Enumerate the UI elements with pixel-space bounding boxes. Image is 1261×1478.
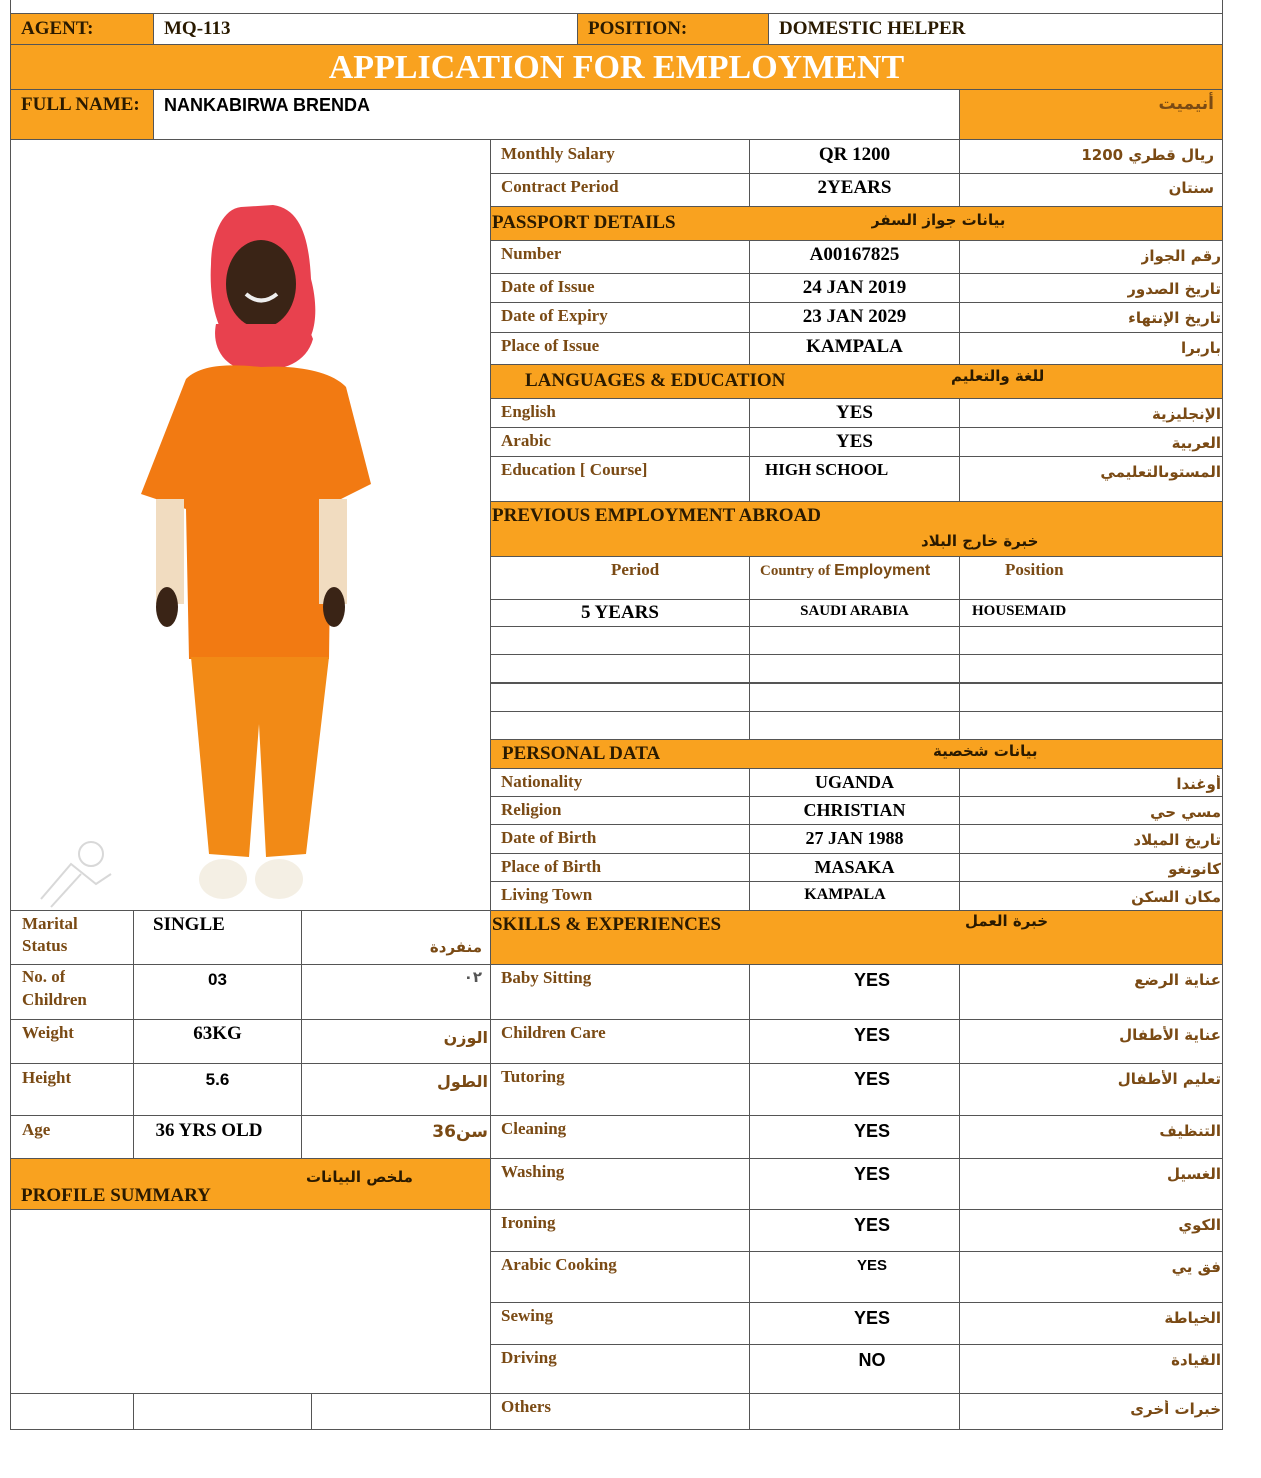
skills-row-value: YES <box>853 1164 891 1184</box>
skills-row-ar: عناية الأطفال <box>1119 1026 1221 1044</box>
passport-row-ar: ب‍اربرا <box>1180 339 1221 357</box>
weight-ar: الوزن <box>443 1028 488 1047</box>
contract-period-value: 2YEARS <box>817 177 892 198</box>
personal-row-ar: كانونغو <box>1168 860 1221 878</box>
skills-header <box>490 910 1223 965</box>
profile-summary-header <box>10 1158 491 1210</box>
fullname-ar: أنيميت <box>1158 94 1214 114</box>
personal-row-value: 27 JAN 1988 <box>805 828 904 848</box>
children-label-2: Children <box>22 990 87 1009</box>
skills-row-label: Others <box>501 1397 552 1416</box>
passport-row-value: 23 JAN 2029 <box>802 306 907 327</box>
col-position: Position <box>1005 560 1064 579</box>
passport-row-value: KAMPALA <box>806 336 903 357</box>
position-label-cell <box>577 13 769 45</box>
fullname-value: NANKABIRWA BRENDA <box>164 95 370 115</box>
contract-period-label: Contract Period <box>501 177 619 196</box>
languages-title-ar: للغة والتعليم <box>951 367 1045 385</box>
personal-row-ar: أوغندا <box>1176 775 1221 793</box>
height-ar: الطول <box>437 1072 488 1091</box>
marital-value: SINGLE <box>153 914 225 935</box>
skills-row-label: Driving <box>501 1348 557 1367</box>
skills-row-value: YES <box>853 1069 891 1089</box>
children-ar: ٠٢ <box>463 968 482 986</box>
skills-row-value: YES <box>853 1215 891 1235</box>
skills-title-ar: خبرة العمل <box>965 912 1049 930</box>
skills-row-value: YES <box>853 1025 891 1045</box>
languages-row-label: English <box>501 402 556 421</box>
personal-title-ar: بيانات شخصية <box>933 742 1038 760</box>
skills-row-label: Sewing <box>501 1306 553 1325</box>
skills-row-ar: القيادة <box>1171 1351 1221 1369</box>
salary-value: QR 1200 <box>818 144 891 165</box>
age-value: 36 YRS OLD <box>155 1120 263 1141</box>
skills-row-value: YES <box>853 1308 891 1328</box>
fullname-label: FULL NAME: <box>21 94 140 115</box>
personal-row-label: Religion <box>501 800 562 819</box>
contract-period-ar: سنتان <box>1168 179 1214 197</box>
passport-row-label: Number <box>501 244 562 263</box>
languages-row-value: YES <box>836 431 873 452</box>
languages-title: LANGUAGES & EDUCATION <box>525 370 786 391</box>
personal-row-ar: تاريخ الميلاد <box>1133 831 1221 849</box>
agent-value: MQ-113 <box>164 18 231 39</box>
height-value: 5.6 <box>205 1070 230 1089</box>
photo-frame <box>10 139 491 911</box>
profile-title: PROFILE SUMMARY <box>21 1185 211 1206</box>
prev-country-1: SAUDI ARABIA <box>800 603 909 619</box>
skills-row-ar: الخياطة <box>1164 1309 1221 1327</box>
personal-row-value: MASAKA <box>814 857 895 877</box>
weight-label: Weight <box>22 1023 74 1042</box>
skills-row-label: Cleaning <box>501 1119 567 1138</box>
passport-title: PASSPORT DETAILS <box>492 212 676 233</box>
skills-row-label: Washing <box>501 1162 565 1181</box>
languages-row-label: Education [ Course] <box>501 460 648 479</box>
personal-row-label: Place of Birth <box>501 857 602 876</box>
children-label-1: No. of <box>22 967 66 986</box>
profile-summary-body <box>10 1209 491 1394</box>
prev-period-1: 5 YEARS <box>581 602 659 623</box>
languages-row-ar: العربية <box>1171 434 1221 452</box>
skills-row-ar: عناية الرضع <box>1134 971 1221 989</box>
salary-label: Monthly Salary <box>501 144 615 163</box>
weight-value: 63KG <box>193 1023 242 1044</box>
fullname-value-cell <box>153 89 960 140</box>
skills-row-ar: الغسيل <box>1166 1165 1221 1183</box>
skills-title: SKILLS & EXPERIENCES <box>492 914 722 935</box>
skills-row-value: YES <box>853 970 891 990</box>
marital-ar: منفردة <box>429 938 482 956</box>
passport-row-label: Date of Expiry <box>501 306 608 325</box>
skills-row-label: Ironing <box>501 1213 556 1232</box>
marital-label-2: Status <box>22 936 68 955</box>
personal-row-value: KAMPALA <box>804 886 886 903</box>
personal-row-label: Date of Birth <box>501 828 597 847</box>
agent-value-cell <box>153 13 578 45</box>
skills-row-ar: التنظيف <box>1159 1122 1221 1140</box>
position-value-cell <box>768 13 1223 45</box>
previous-employment-header <box>490 501 1223 557</box>
skills-row-value: YES <box>853 1121 891 1141</box>
position-value: DOMESTIC HELPER <box>779 18 966 39</box>
skills-row-ar: الكوي <box>1178 1216 1221 1234</box>
personal-header <box>490 739 1223 769</box>
passport-row-label: Date of Issue <box>501 277 595 296</box>
skills-row-label: Tutoring <box>501 1067 565 1086</box>
height-label: Height <box>22 1068 72 1087</box>
skills-row-value: YES <box>856 1257 887 1274</box>
age-ar: سن36 <box>432 1122 488 1142</box>
agent-label-cell <box>10 13 154 45</box>
skills-row-value: NO <box>858 1350 886 1370</box>
previous-title-ar: خبرة خارج البلاد <box>921 532 1039 550</box>
passport-row-label: Place of Issue <box>501 336 600 355</box>
personal-row-ar: مكان السكن <box>1131 888 1221 906</box>
skills-row-label: Baby Sitting <box>501 968 592 987</box>
passport-row-ar: رقم الجواز <box>1140 247 1221 265</box>
form-title: APPLICATION FOR EMPLOYMENT <box>328 49 905 86</box>
age-label: Age <box>22 1120 51 1139</box>
skills-row-label: Children Care <box>501 1023 606 1042</box>
skills-row-ar: فق ي‍ي <box>1171 1258 1221 1276</box>
col-period: Period <box>611 560 660 579</box>
salary-ar: ريال قطري 1200 <box>1081 146 1214 164</box>
languages-row-label: Arabic <box>501 431 552 450</box>
fullname-label-cell <box>10 89 154 140</box>
skills-row-ar: خبرات أخرى <box>1130 1400 1221 1418</box>
person-photo-icon <box>11 139 491 911</box>
prev-position-1: HOUSEMAID <box>972 603 1067 619</box>
agent-label: AGENT: <box>21 18 94 39</box>
position-label: POSITION: <box>588 18 688 39</box>
personal-row-value: CHRISTIAN <box>803 800 906 820</box>
children-value: 03 <box>208 970 227 989</box>
skills-row-label: Arabic Cooking <box>501 1255 617 1274</box>
personal-row-label: Nationality <box>501 772 583 791</box>
languages-row-value: HIGH SCHOOL <box>765 460 889 479</box>
marital-label-1: Marital <box>22 914 78 933</box>
col-country: Country of Employment <box>760 562 931 579</box>
languages-header <box>490 364 1223 399</box>
passport-row-value: A00167825 <box>809 244 900 265</box>
personal-row-ar: مسي حي <box>1150 803 1221 821</box>
passport-row-ar: تاريخ الإنتهاء <box>1128 309 1221 327</box>
personal-row-value: UGANDA <box>815 772 894 792</box>
personal-title: PERSONAL DATA <box>502 743 661 764</box>
profile-ar: ملخص البيانات <box>306 1168 413 1186</box>
form-title-bar <box>10 44 1223 90</box>
passport-row-ar: تاريخ الصدور <box>1127 280 1221 298</box>
passport-title-ar: بيانات جواز السفر <box>871 211 1006 229</box>
passport-row-value: 24 JAN 2019 <box>802 277 907 298</box>
languages-row-ar: الإنجليزية <box>1151 405 1221 423</box>
passport-header <box>490 206 1223 241</box>
skills-row-ar: تعليم الأطفال <box>1117 1070 1221 1088</box>
fullname-ar-cell <box>959 89 1223 140</box>
languages-row-ar: المستوىالتعليمي <box>1100 463 1221 481</box>
personal-row-label: Living Town <box>501 885 593 904</box>
previous-title: PREVIOUS EMPLOYMENT ABROAD <box>492 505 822 526</box>
languages-row-value: YES <box>836 402 873 423</box>
